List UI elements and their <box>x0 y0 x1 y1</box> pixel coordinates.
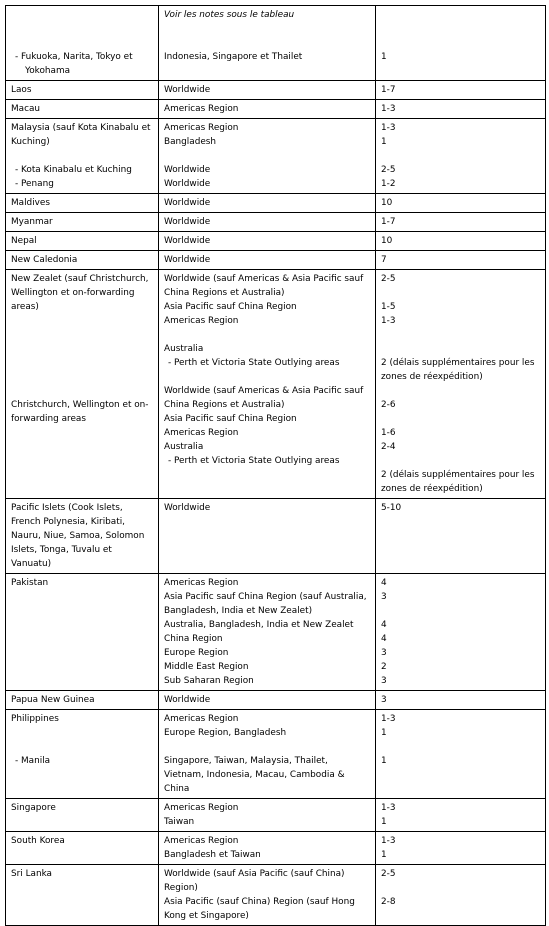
destination-text <box>11 22 153 36</box>
origin-text: Americas Region <box>164 803 239 813</box>
transit-days-text: 3 <box>381 648 387 658</box>
destination-text: Malaysia (sauf Kota Kinabalu et Kuching) <box>11 123 151 147</box>
destination-text <box>11 328 153 342</box>
transit-days-text <box>381 881 540 895</box>
table-row <box>6 574 546 691</box>
transit-days-text: 1-3 <box>381 316 396 326</box>
destination-cell <box>6 832 159 865</box>
origin-cell <box>159 232 376 251</box>
origin-cell <box>159 213 376 232</box>
origin-cell <box>159 710 376 799</box>
transit-days-cell <box>376 251 546 270</box>
destination-text <box>11 314 153 328</box>
origin-text: Worldwide <box>164 165 211 175</box>
destination-cell <box>6 691 159 710</box>
origin-text <box>164 370 370 384</box>
origin-text: Australia <box>164 442 204 452</box>
origin-text: Worldwide (sauf Asia Pacific (sauf China) Region) <box>164 869 345 893</box>
origin-cell <box>159 270 376 499</box>
origin-text: Worldwide (sauf Americas & Asia Pacific sauf China Regions et Australia) <box>164 274 364 298</box>
origin-cell <box>159 6 376 81</box>
destination-text: Christchurch, Wellington et on-forwarding areas <box>11 400 149 424</box>
destination-text: Myanmar <box>11 217 53 227</box>
origin-text: Americas Region <box>164 428 239 438</box>
transit-days-text: 2-4 <box>381 442 396 452</box>
table-row <box>6 213 546 232</box>
destination-text: Papua New Guinea <box>11 695 95 705</box>
transit-days-text <box>381 740 540 754</box>
transit-days-cell <box>376 574 546 691</box>
destination-text: New Zealet (sauf Christchurch, Wellington et on-forwarding areas) <box>11 274 149 312</box>
origin-text: Australia, Bangladesh, India et New Zealet <box>164 620 354 630</box>
transit-days-text <box>381 342 540 356</box>
origin-cell <box>159 251 376 270</box>
origin-text <box>164 740 370 754</box>
origin-text: Asia Pacific (sauf China) Region (sauf Hong Kong et Singapore) <box>164 897 355 921</box>
transit-days-text: 3 <box>381 592 387 602</box>
origin-text: - Perth et Victoria State Outlying areas <box>168 456 340 466</box>
transit-days-text: 2 (délais supplémentaires pour les zones de réexpédition) <box>381 358 535 382</box>
origin-cell <box>159 832 376 865</box>
origin-text: Americas Region <box>164 104 239 114</box>
transit-days-text: 1-5 <box>381 302 396 312</box>
origin-text: Sub Saharan Region <box>164 676 254 686</box>
origin-text: Worldwide <box>164 179 211 189</box>
delivery-times-table <box>5 5 546 926</box>
destination-text: New Caledonia <box>11 255 78 265</box>
origin-cell <box>159 194 376 213</box>
origin-text: Americas Region <box>164 316 239 326</box>
transit-days-text: 1 <box>381 850 387 860</box>
transit-days-text <box>381 412 540 426</box>
table-row <box>6 270 546 499</box>
transit-days-cell <box>376 710 546 799</box>
destination-text: South Korea <box>11 836 65 846</box>
table-row <box>6 100 546 119</box>
transit-days-cell <box>376 100 546 119</box>
transit-days-text <box>381 454 540 468</box>
transit-days-text: 2-5 <box>381 274 396 284</box>
origin-text: - Perth et Victoria State Outlying areas <box>168 358 340 368</box>
table-row <box>6 865 546 926</box>
destination-cell <box>6 270 159 499</box>
origin-text: Australia <box>164 344 204 354</box>
table-row <box>6 232 546 251</box>
origin-text: Asia Pacific sauf China Region <box>164 302 297 312</box>
origin-text: Worldwide <box>164 503 211 513</box>
origin-text: Americas Region <box>164 578 239 588</box>
table-row <box>6 251 546 270</box>
table-row <box>6 6 546 81</box>
table-row <box>6 799 546 832</box>
transit-days-text <box>381 384 540 398</box>
transit-days-text <box>381 8 540 22</box>
transit-days-text: 2-5 <box>381 869 396 879</box>
destination-text: Pakistan <box>11 578 49 588</box>
origin-text: Americas Region <box>164 836 239 846</box>
origin-cell <box>159 691 376 710</box>
table-row <box>6 119 546 194</box>
destination-text <box>11 384 153 398</box>
origin-cell <box>159 119 376 194</box>
origin-text: Taiwan <box>164 817 195 827</box>
origin-text: Worldwide <box>164 198 211 208</box>
transit-days-cell <box>376 119 546 194</box>
destination-cell <box>6 194 159 213</box>
destination-text: Maldives <box>11 198 50 208</box>
transit-days-text <box>381 328 540 342</box>
destination-text: Singapore <box>11 803 56 813</box>
transit-days-text <box>381 36 540 50</box>
destination-cell <box>6 6 159 81</box>
destination-cell <box>6 213 159 232</box>
origin-text: Europe Region <box>164 648 229 658</box>
origin-text: Worldwide <box>164 85 211 95</box>
transit-days-cell <box>376 194 546 213</box>
origin-text: Bangladesh <box>164 137 217 147</box>
transit-days-text: 1-7 <box>381 85 396 95</box>
destination-text <box>11 36 153 50</box>
origin-cell <box>159 100 376 119</box>
origin-text <box>164 328 370 342</box>
destination-cell <box>6 81 159 100</box>
destination-cell <box>6 499 159 574</box>
transit-days-cell <box>376 691 546 710</box>
transit-days-cell <box>376 6 546 81</box>
destination-text: - Fukuoka, Narita, Tokyo et Yokohama <box>15 52 133 76</box>
destination-text: Pacific Islets (Cook Islets, French Polynesia, Kiribati, Nauru, Niue, Samoa, Solomon Islets, Tonga, Tuvalu et Vanuatu) <box>11 503 145 569</box>
destination-cell <box>6 251 159 270</box>
transit-days-text: 2 (délais supplémentaires pour les zones de réexpédition) <box>381 470 535 494</box>
transit-days-cell <box>376 799 546 832</box>
destination-text: - Kota Kinabalu et Kuching <box>15 165 132 175</box>
transit-days-text: 1-3 <box>381 836 396 846</box>
transit-days-text: 7 <box>381 255 387 265</box>
table-row <box>6 710 546 799</box>
origin-text: Americas Region <box>164 714 239 724</box>
origin-cell <box>159 799 376 832</box>
origin-cell <box>159 574 376 691</box>
origin-text: Worldwide <box>164 217 211 227</box>
destination-cell <box>6 865 159 926</box>
origin-text: Indonesia, Singapore et Thailet <box>164 52 303 62</box>
transit-days-cell <box>376 213 546 232</box>
transit-days-text: 5-10 <box>381 503 402 513</box>
destination-text <box>11 740 153 754</box>
origin-text <box>164 36 370 50</box>
transit-days-text <box>381 604 540 618</box>
transit-days-text: 2-6 <box>381 400 396 410</box>
transit-days-text: 1 <box>381 728 387 738</box>
destination-text <box>11 8 153 22</box>
transit-days-text: 1 <box>381 137 387 147</box>
origin-text: Worldwide <box>164 695 211 705</box>
table-row <box>6 832 546 865</box>
transit-days-text: 4 <box>381 620 387 630</box>
transit-days-text: 1-3 <box>381 123 396 133</box>
origin-cell <box>159 865 376 926</box>
transit-days-cell <box>376 270 546 499</box>
transit-days-text: 1 <box>381 817 387 827</box>
destination-text <box>11 342 153 356</box>
destination-text <box>11 726 153 740</box>
origin-text: Middle East Region <box>164 662 249 672</box>
table-body <box>6 6 546 926</box>
origin-text <box>164 22 370 36</box>
origin-text: Bangladesh et Taiwan <box>164 850 261 860</box>
transit-days-cell <box>376 81 546 100</box>
origin-text: Asia Pacific sauf China Region (sauf Australia, Bangladesh, India et New Zealet) <box>164 592 367 616</box>
table-row <box>6 499 546 574</box>
destination-text: - Penang <box>15 179 54 189</box>
origin-text <box>164 149 370 163</box>
transit-days-cell <box>376 865 546 926</box>
origin-text: Europe Region, Bangladesh <box>164 728 287 738</box>
destination-text <box>11 356 153 370</box>
delivery-times-table-container <box>5 5 546 926</box>
table-row <box>6 194 546 213</box>
transit-days-text <box>381 286 540 300</box>
transit-days-text: 2-5 <box>381 165 396 175</box>
destination-cell <box>6 710 159 799</box>
transit-days-text: 1-3 <box>381 714 396 724</box>
transit-days-text: 2-8 <box>381 897 396 907</box>
origin-text: China Region <box>164 634 223 644</box>
origin-text: Asia Pacific sauf China Region <box>164 414 297 424</box>
transit-days-text: 4 <box>381 578 387 588</box>
destination-cell <box>6 119 159 194</box>
table-row <box>6 691 546 710</box>
destination-text <box>11 149 153 163</box>
origin-text: Voir les notes sous le tableau <box>164 10 295 20</box>
table-row <box>6 81 546 100</box>
transit-days-text: 1-3 <box>381 104 396 114</box>
transit-days-text: 1-3 <box>381 803 396 813</box>
transit-days-text: 1 <box>381 52 387 62</box>
transit-days-text: 4 <box>381 634 387 644</box>
transit-days-cell <box>376 232 546 251</box>
origin-text: Singapore, Taiwan, Malaysia, Thailet, Vietnam, Indonesia, Macau, Cambodia & China <box>164 756 345 794</box>
destination-cell <box>6 574 159 691</box>
destination-text: Macau <box>11 104 41 114</box>
destination-text: - Manila <box>15 756 51 766</box>
destination-text <box>11 370 153 384</box>
transit-days-text: 10 <box>381 198 393 208</box>
destination-text: Sri Lanka <box>11 869 52 879</box>
transit-days-cell <box>376 832 546 865</box>
transit-days-text <box>381 149 540 163</box>
origin-text: Americas Region <box>164 123 239 133</box>
transit-days-text: 1-2 <box>381 179 396 189</box>
origin-text: Worldwide <box>164 255 211 265</box>
destination-cell <box>6 799 159 832</box>
transit-days-text: 1-6 <box>381 428 396 438</box>
origin-text: Worldwide <box>164 236 211 246</box>
transit-days-text: 1 <box>381 756 387 766</box>
transit-days-text: 10 <box>381 236 393 246</box>
destination-text: Laos <box>11 85 32 95</box>
origin-cell <box>159 499 376 574</box>
transit-days-text: 3 <box>381 695 387 705</box>
transit-days-text: 3 <box>381 676 387 686</box>
destination-cell <box>6 232 159 251</box>
transit-days-cell <box>376 499 546 574</box>
transit-days-text: 2 <box>381 662 387 672</box>
destination-cell <box>6 100 159 119</box>
destination-text: Nepal <box>11 236 37 246</box>
origin-cell <box>159 81 376 100</box>
destination-text: Philippines <box>11 714 59 724</box>
transit-days-text: 1-7 <box>381 217 396 227</box>
transit-days-text <box>381 22 540 36</box>
origin-text: Worldwide (sauf Americas & Asia Pacific sauf China Regions et Australia) <box>164 386 364 410</box>
